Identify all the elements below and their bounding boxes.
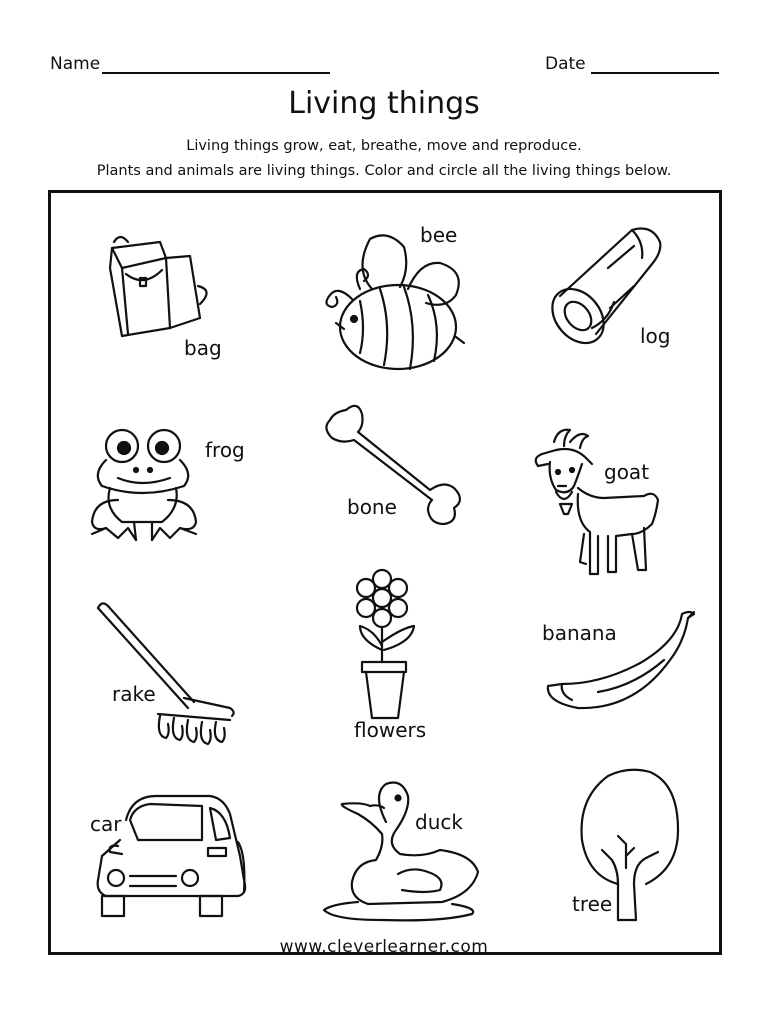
date-label: Date [545, 54, 586, 74]
page-title: Living things [288, 86, 480, 121]
item-label: bone [347, 495, 397, 519]
footer-website: www.cleverlearner.com [279, 937, 489, 957]
goat-icon [528, 424, 668, 584]
item-label: frog [205, 438, 245, 462]
item-label: bag [184, 336, 222, 360]
item-label: flowers [354, 718, 427, 742]
bee-icon [308, 225, 468, 375]
item-label: log [640, 324, 671, 348]
duck-icon [322, 774, 492, 924]
rake-icon [94, 598, 244, 748]
name-field[interactable] [50, 54, 330, 74]
item-label: duck [415, 810, 463, 834]
item-label: tree [572, 892, 613, 916]
item-label: rake [112, 682, 156, 706]
instruction-line-2: Plants and animals are living things. Color and circle all the living things below. [96, 163, 672, 179]
frog-icon [88, 428, 218, 558]
instruction-line-1: Living things grow, eat, breathe, move and reproduce. [186, 138, 582, 154]
item-label: car [90, 812, 122, 836]
name-line[interactable] [102, 56, 330, 74]
name-label: Name [50, 54, 101, 74]
date-line[interactable] [591, 56, 719, 74]
bag-icon [100, 228, 220, 348]
item-label: bee [420, 223, 458, 247]
item-label: goat [604, 460, 650, 484]
flower-pot-icon [352, 568, 432, 718]
date-field[interactable] [545, 54, 719, 74]
item-label: banana [542, 621, 617, 645]
